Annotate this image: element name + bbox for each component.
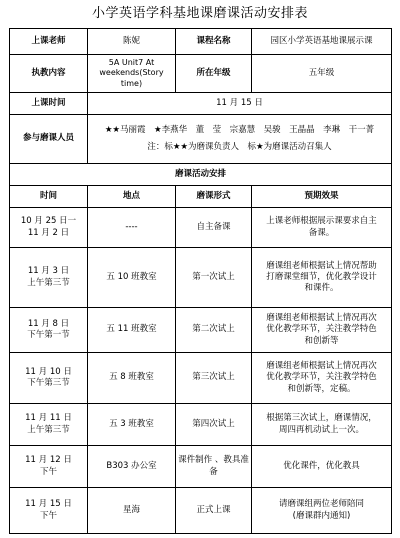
effect-line: 上课老师根据展示课要求自主 [266, 216, 377, 227]
time-line: 11 月 15 日 [25, 499, 72, 510]
effect-line: 打磨课堂细节，优化教学设计 [266, 271, 377, 282]
time-value: 11 月 15 日 [88, 93, 392, 115]
time-line: 11 月 3 日 [27, 266, 70, 277]
row-place-cell: 五 10 班教室 [88, 248, 176, 308]
time-line: 11 月 8 日 [27, 318, 70, 329]
row-form-cell: 第二次试上 [176, 308, 252, 353]
time-line: 下午 [39, 510, 57, 521]
row-participants [10, 115, 392, 164]
effect-line: 周四再机动试上一次。 [278, 424, 364, 435]
participants-note: 注：标★★为磨课负责人 标★为磨课活动召集人 [147, 142, 332, 152]
effect-line: 优化课件，优化教具 [283, 460, 360, 471]
effect-line: 优化教学环节，关注教学特色 [266, 324, 377, 335]
row-form-cell: 正式上课 [176, 488, 252, 534]
row-place-cell: 星海 [88, 488, 176, 534]
content-line: 5A Unit7 At [108, 57, 155, 67]
effect-line: 和创新等，定稿。 [287, 383, 356, 394]
table-row [10, 248, 392, 308]
course-value: 园区小学英语基地课展示课 [252, 29, 392, 55]
row-form-cell: 第三次试上 [176, 353, 252, 404]
time-line: 上午第三节 [27, 424, 70, 435]
header-form: 磨课形式 [176, 186, 252, 208]
table-row [10, 353, 392, 404]
table-row [10, 308, 392, 353]
row-time-cell [10, 308, 88, 353]
content-value [88, 55, 176, 93]
time-line: 11 月 2 日 [27, 227, 70, 238]
time-line: 下午 [39, 466, 57, 477]
participants-list: ★★马丽霞 ★李燕华 董 莹 宗嘉慧 吴骏 王晶晶 李琳 干一菁 [104, 124, 375, 135]
row-effect-cell [252, 308, 392, 353]
teacher-value: 陈妮 [88, 29, 176, 55]
time-line: 11 月 11 日 [25, 413, 72, 424]
row-place-cell: B303 办公室 [88, 446, 176, 488]
effect-line: 根据第三次试上，磨课情况， [266, 413, 377, 424]
effect-line: 和课件。 [304, 283, 339, 294]
row-section-title [10, 164, 392, 186]
header-time: 时间 [10, 186, 88, 208]
table-row [10, 208, 392, 248]
row-headers [10, 186, 392, 208]
row-time-cell [10, 446, 88, 488]
row-time-cell [10, 353, 88, 404]
row-place-cell: 五 8 班教室 [88, 353, 176, 404]
row-place-cell: 五 3 班教室 [88, 404, 176, 446]
schedule-table [9, 28, 392, 534]
time-line: 上午第三节 [27, 277, 70, 288]
effect-line: 优化教学环节，关注教学特色 [266, 372, 377, 383]
row-form-cell: 课件制作 、教具准备 [176, 446, 252, 488]
table-row [10, 404, 392, 446]
row-effect-cell [252, 488, 392, 534]
row-time-cell [10, 488, 88, 534]
content-label: 执教内容 [10, 55, 88, 93]
time-line: 11 月 12 日 [25, 455, 72, 466]
section-title: 磨课活动安排 [10, 164, 392, 186]
effect-line: 磨课组老师根据试上情况帮助 [266, 260, 377, 271]
document-title: 小学英语学科基地课磨课活动安排表 [91, 6, 308, 21]
teacher-label: 上课老师 [10, 29, 88, 55]
row-time [10, 93, 392, 115]
content-line: weekends(Story [99, 68, 164, 78]
effect-line: 和创新等 [304, 335, 339, 346]
row-time-cell [10, 208, 88, 248]
row-time-cell [10, 404, 88, 446]
row-effect-cell [252, 208, 392, 248]
effect-line: 请磨课组两位老师陪同 [278, 499, 364, 510]
row-teacher-course [10, 29, 392, 55]
row-place-cell: 五 11 班教室 [88, 308, 176, 353]
content-line: time) [120, 78, 143, 88]
grade-value: 五年级 [252, 55, 392, 93]
effect-line: 磨课组老师根据试上情况再次 [266, 361, 377, 372]
row-form-cell: 第一次试上 [176, 248, 252, 308]
row-place-cell: ---- [88, 208, 176, 248]
course-label: 课程名称 [176, 29, 252, 55]
effect-line: 磨课组老师根据试上情况再次 [266, 313, 377, 324]
row-content-grade [10, 55, 392, 93]
row-effect-cell [252, 446, 392, 488]
effect-line: (磨课群内通知) [292, 510, 351, 521]
effect-line: 备课。 [308, 227, 335, 238]
participants-cell [88, 115, 392, 164]
row-form-cell: 自主备课 [176, 208, 252, 248]
row-form-cell: 第四次试上 [176, 404, 252, 446]
participants-label: 参与磨课人员 [10, 115, 88, 164]
time-line: 10 月 25 日一 [20, 216, 77, 227]
row-effect-cell [252, 248, 392, 308]
row-effect-cell [252, 404, 392, 446]
row-effect-cell [252, 353, 392, 404]
header-place: 地点 [88, 186, 176, 208]
time-line: 下午第三节 [27, 378, 70, 388]
row-time-cell [10, 248, 88, 308]
time-line: 下午第一节 [27, 330, 70, 340]
time-label: 上课时间 [10, 93, 88, 115]
header-effect: 预期效果 [252, 186, 392, 208]
table-row [10, 446, 392, 488]
grade-label: 所在年级 [176, 55, 252, 93]
table-row [10, 488, 392, 534]
time-line: 11 月 10 日 [25, 366, 72, 377]
